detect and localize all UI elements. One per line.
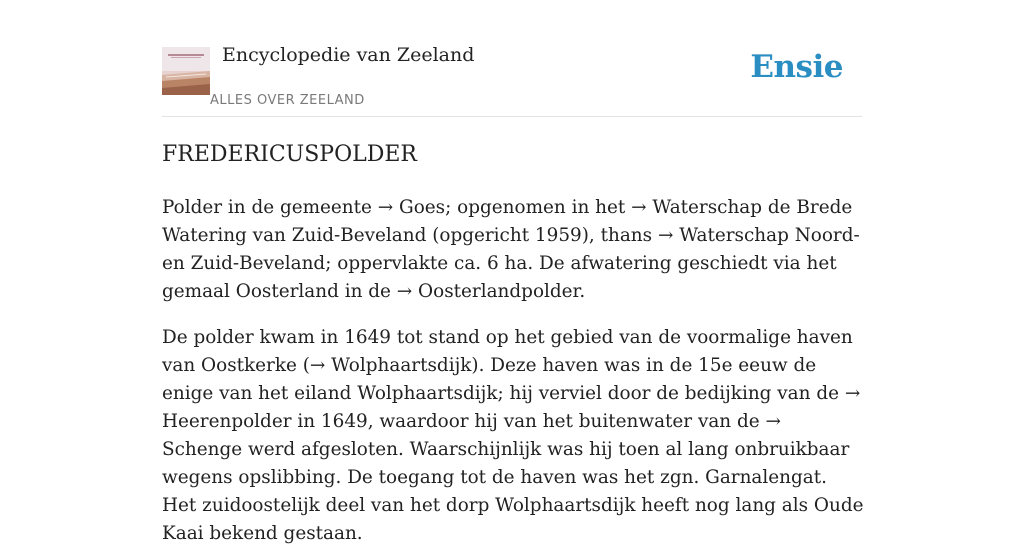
link-waterschap-noord-en-zuid-beveland[interactable]: → Waterschap Noord- en Zuid-Beveland [162,225,860,274]
site-header [162,0,862,117]
paragraph-text: werd afgesloten. Waarschijnlijk was hij toen al lang onbruikbaar wegens opslibbing. De toegang tot de haven was het zgn. Garnalengat. Het zuidoostelijk deel van het dorp Wolphaartsdijk heeft nog lang als Oude Kaai bekend gestaan. [162,439,864,544]
link-oosterlandpolder[interactable]: → Oosterlandpolder [396,281,580,302]
article [162,140,864,548]
paragraph-text: De polder kwam in 1649 tot stand op het gebied van de voormalige haven van Oostkerke ( [162,327,853,376]
paragraph-text: Polder in de gemeente [162,197,378,218]
paragraph-text: (opgericht 1959), thans [426,225,658,246]
site-subtitle: ALLES OVER ZEELAND [210,93,365,108]
paragraph-text: . [579,281,586,302]
book-photo-icon [162,47,210,95]
link-heerenpolder[interactable]: → Heerenpolder [162,383,861,432]
link-schenge[interactable]: → Schenge [162,411,781,460]
site-title-link[interactable]: Encyclopedie van Zeeland [222,44,475,66]
paragraph-text: ). Deze haven was in de 15e eeuw de enige van het eiland Wolphaartsdijk; hij verviel door de bedijking van de [162,355,845,404]
article-paragraph-2 [162,324,864,548]
paragraph-text: in 1649, waardoor hij van het buitenwater van de [291,411,766,432]
link-wolphaartsdijk[interactable]: → Wolphaartsdijk [309,355,472,376]
site-logo-image[interactable] [162,47,210,95]
article-title: FREDERICUSPOLDER [162,142,417,167]
article-paragraph-1 [162,194,864,306]
link-waterschap-brede-watering[interactable]: → Waterschap de Brede Watering van Zuid-Beveland [162,197,853,246]
paragraph-text: ; oppervlakte ca. 6 ha. De afwatering geschiedt via het gemaal Oosterland in de [162,253,837,302]
ensie-brand-logo[interactable]: Ensie [750,49,843,85]
link-goes[interactable]: → Goes [377,197,446,218]
paragraph-text: ; opgenomen in het [445,197,632,218]
